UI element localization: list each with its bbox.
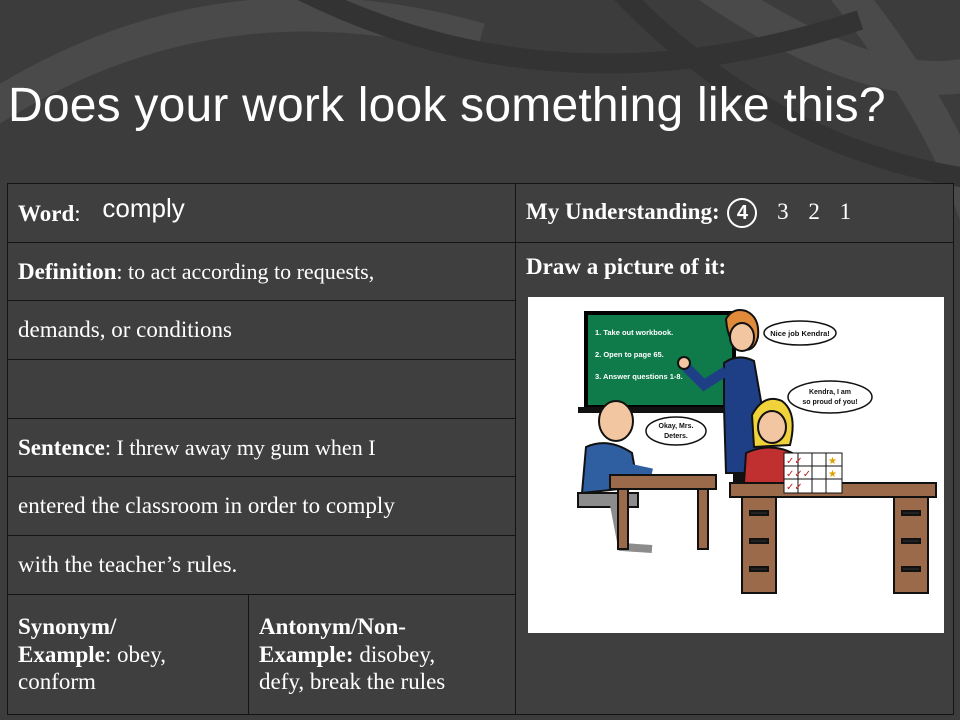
blank-row (8, 360, 516, 419)
synonym-text-b: conform (18, 669, 96, 695)
sticker-chart (784, 453, 842, 493)
svg-text:Nice job Kendra!: Nice job Kendra! (770, 329, 830, 338)
svg-text:✓✓: ✓✓ (786, 456, 803, 467)
sentence-text-line1: : I threw away my gum when I (104, 434, 376, 460)
synonym-text-a: : obey, (104, 641, 166, 667)
word-cell (8, 184, 516, 243)
svg-text:Deters.: Deters. (664, 433, 688, 440)
svg-text:★: ★ (828, 456, 837, 467)
antonym-label2: Example: (259, 641, 354, 667)
synonym-label1: Synonym/ (18, 614, 117, 640)
svg-text:✓✓✓: ✓✓✓ (786, 469, 812, 480)
draw-label: Draw a picture of it: (526, 254, 727, 279)
antonym-text-b: defy, break the rules (259, 669, 446, 695)
rating-selected: 4 (727, 198, 757, 228)
antonym-text-a: disobey, (353, 641, 436, 667)
rating-option: 1 (839, 199, 852, 224)
antonym-cell (249, 595, 516, 715)
chalkboard (578, 311, 744, 413)
understanding-label: My Understanding: (526, 199, 720, 224)
classroom-illustration (528, 297, 944, 633)
svg-text:★: ★ (828, 469, 837, 480)
board-line: 2. Open to page 65. (595, 350, 664, 359)
definition-label: Definition (18, 258, 117, 284)
sentence-text-line3: with the teacher’s rules. (8, 536, 516, 595)
sentence-text-line2: entered the classroom in order to comply (8, 477, 516, 536)
definition-text-line2: demands, or conditions (8, 301, 516, 360)
word-label: Word (18, 201, 75, 227)
slide-title: Does your work look something like this? (8, 79, 886, 132)
sentence-label: Sentence (18, 434, 105, 460)
definition-text-line1: : to act according to requests, (116, 258, 375, 284)
svg-text:✓✓: ✓✓ (786, 482, 803, 493)
svg-text:Okay, Mrs.: Okay, Mrs. (658, 423, 694, 430)
synonym-label2: Example (18, 641, 105, 667)
board-line: 1. Take out workbook. (595, 328, 674, 337)
synonym-cell (8, 595, 249, 715)
word-value: comply (102, 193, 185, 224)
svg-text:so proud of you!: so proud of you! (802, 399, 858, 406)
rating-option: 2 (808, 199, 820, 224)
definition-cell (8, 243, 516, 301)
teacher-speech-bubble (764, 321, 836, 345)
antonym-label1: Antonym/Non- (259, 614, 406, 640)
sentence-cell (8, 419, 516, 477)
word-colon: : (74, 201, 81, 227)
board-line: 3. Answer questions 1-8. (595, 372, 683, 381)
understanding-cell (516, 184, 954, 243)
student-girl-speech-bubble (788, 381, 872, 413)
svg-text:Kendra, I am: Kendra, I am (808, 389, 852, 396)
rating-option: 3 (777, 199, 789, 224)
student-boy-speech-bubble (646, 417, 706, 445)
